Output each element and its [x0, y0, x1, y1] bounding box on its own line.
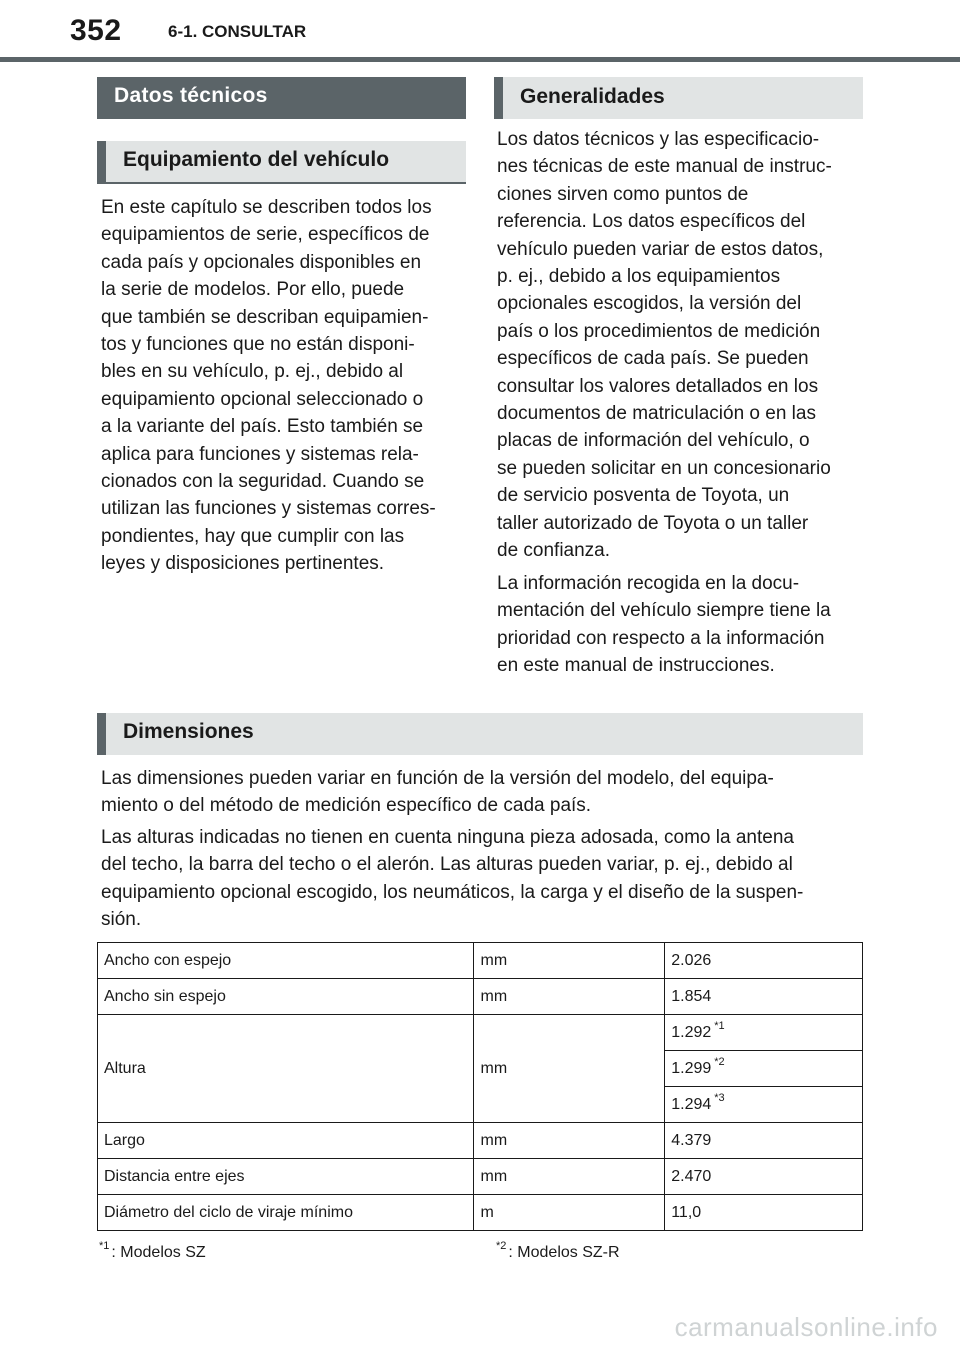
- row-label: Largo: [98, 1123, 474, 1159]
- footnote-text: : Modelos SZ: [111, 1244, 206, 1261]
- row-value: [665, 1015, 863, 1051]
- text-line: aplica para funciones y sistemas rela-: [101, 443, 419, 465]
- text-line: p. ej., debido a los equipamientos: [497, 266, 781, 288]
- page-number: 352: [70, 14, 122, 47]
- text-line: en este manual de instrucciones.: [497, 655, 775, 677]
- right-paragraph-1: [497, 126, 863, 565]
- table-row: [98, 1195, 863, 1231]
- footnote-mark: *2: [714, 1055, 725, 1068]
- text-line: ciones sirven como puntos de: [497, 183, 749, 205]
- text-line: mentación del vehículo siempre tiene la: [497, 600, 831, 622]
- text-line: utilizan las funciones y sistemas corres-: [101, 498, 436, 520]
- dimensions-paragraph-2: [101, 824, 863, 934]
- footnote-mark: *2: [496, 1240, 507, 1252]
- text-line: país o los procedimientos de medición: [497, 320, 821, 342]
- row-value: 1.854: [665, 979, 863, 1015]
- table-row: [98, 979, 863, 1015]
- row-unit: m: [474, 1195, 665, 1231]
- row-value: 11,0: [665, 1195, 863, 1231]
- text-line: placas de información del vehículo, o: [497, 430, 810, 452]
- text-line: cionados con la seguridad. Cuando se: [101, 471, 425, 493]
- text-line: la serie de modelos. Por ello, puede: [101, 279, 405, 301]
- heading-equipamiento: Equipamiento del vehículo: [97, 141, 466, 184]
- text-line: consultar los valores detallados en los: [497, 375, 819, 397]
- text-line: tos y funciones que no están disponi-: [101, 334, 415, 356]
- heading-generalidades: Generalidades: [494, 77, 863, 119]
- dimensions-table: [97, 942, 863, 1231]
- text-line: bles en su vehículo, p. ej., debido al: [101, 361, 404, 383]
- header-rule: [0, 57, 960, 62]
- value-text: 1.299: [671, 1059, 712, 1077]
- row-label: Distancia entre ejes: [98, 1159, 474, 1195]
- text-line: que también se describan equipamien-: [101, 306, 429, 328]
- row-label: Ancho sin espejo: [98, 979, 474, 1015]
- footnote-mark: *3: [714, 1091, 725, 1104]
- table-row: [98, 1015, 863, 1051]
- row-unit: mm: [474, 979, 665, 1015]
- text-line: prioridad con respecto a la información: [497, 627, 825, 649]
- table-row: [98, 1159, 863, 1195]
- footnote-text: : Modelos SZ-R: [508, 1244, 620, 1261]
- row-value: [665, 1051, 863, 1087]
- row-value: 4.379: [665, 1123, 863, 1159]
- text-line: equipamientos de serie, específicos de: [101, 224, 430, 246]
- dimensions-paragraph-1: [101, 765, 863, 820]
- text-line: miento o del método de medición específico de cada país.: [101, 795, 592, 817]
- footnote-2: [496, 1240, 620, 1262]
- footnote-mark: *1: [714, 1019, 725, 1032]
- footnote-1: [99, 1240, 206, 1262]
- text-line: Las alturas indicadas no tienen en cuenta ninguna pieza adosada, como la antena: [101, 827, 794, 848]
- text-line: cada país y opcionales disponibles en: [101, 251, 422, 273]
- text-line: del techo, la barra del techo o el alerón. Las alturas pueden variar, p. ej., debido al: [101, 854, 793, 876]
- row-unit: mm: [474, 1123, 665, 1159]
- left-paragraph: [101, 194, 466, 578]
- table-row: [98, 943, 863, 979]
- text-line: se pueden solicitar en un concesionario: [497, 457, 831, 479]
- text-line: equipamiento opcional seleccionado o: [101, 388, 424, 410]
- text-line: de confianza.: [497, 540, 611, 562]
- text-line: sión.: [101, 909, 142, 931]
- text-line: equipamiento opcional escogido, los neumáticos, la carga y el diseño de la suspen-: [101, 881, 804, 903]
- text-line: leyes y disposiciones pertinentes.: [101, 553, 385, 575]
- text-line: Los datos técnicos y las especificacio-: [497, 129, 820, 150]
- text-line: nes técnicas de este manual de instruc-: [497, 156, 832, 178]
- text-line: referencia. Los datos específicos del: [497, 211, 806, 233]
- value-text: 1.294: [671, 1095, 712, 1113]
- row-label: Diámetro del ciclo de viraje mínimo: [98, 1195, 474, 1231]
- row-unit: mm: [474, 1159, 665, 1195]
- heading-datos-tecnicos: Datos técnicos: [97, 77, 466, 119]
- text-line: de servicio posventa de Toyota, un: [497, 485, 790, 507]
- text-line: documentos de matriculación o en las: [497, 403, 816, 425]
- row-unit: mm: [474, 943, 665, 979]
- text-line: En este capítulo se describen todos los: [101, 197, 432, 218]
- text-line: Las dimensiones pueden variar en función de la versión del modelo, del equipa-: [101, 768, 774, 789]
- watermark: carmanualsonline.info: [674, 1312, 938, 1342]
- row-unit: mm: [474, 1015, 665, 1123]
- value-text: 1.292: [671, 1023, 712, 1041]
- row-value: [665, 1087, 863, 1123]
- text-line: vehículo pueden variar de estos datos,: [497, 238, 824, 260]
- row-label: Ancho con espejo: [98, 943, 474, 979]
- section-title: 6-1. CONSULTAR: [168, 22, 307, 41]
- page-header: [0, 0, 960, 62]
- heading-dimensiones: Dimensiones: [97, 713, 863, 755]
- right-paragraph-2: [497, 570, 863, 680]
- table-row: [98, 1123, 863, 1159]
- text-line: a la variante del país. Esto también se: [101, 416, 424, 438]
- text-line: pondientes, hay que cumplir con las: [101, 525, 405, 547]
- row-label: Altura: [98, 1015, 474, 1123]
- footnote-mark: *1: [99, 1240, 110, 1252]
- text-line: opcionales escogidos, la versión del: [497, 293, 802, 315]
- text-line: específicos de cada país. Se pueden: [497, 348, 809, 370]
- text-line: La información recogida en la docu-: [497, 573, 800, 594]
- row-value: 2.026: [665, 943, 863, 979]
- row-value: 2.470: [665, 1159, 863, 1195]
- text-line: taller autorizado de Toyota o un taller: [497, 512, 809, 534]
